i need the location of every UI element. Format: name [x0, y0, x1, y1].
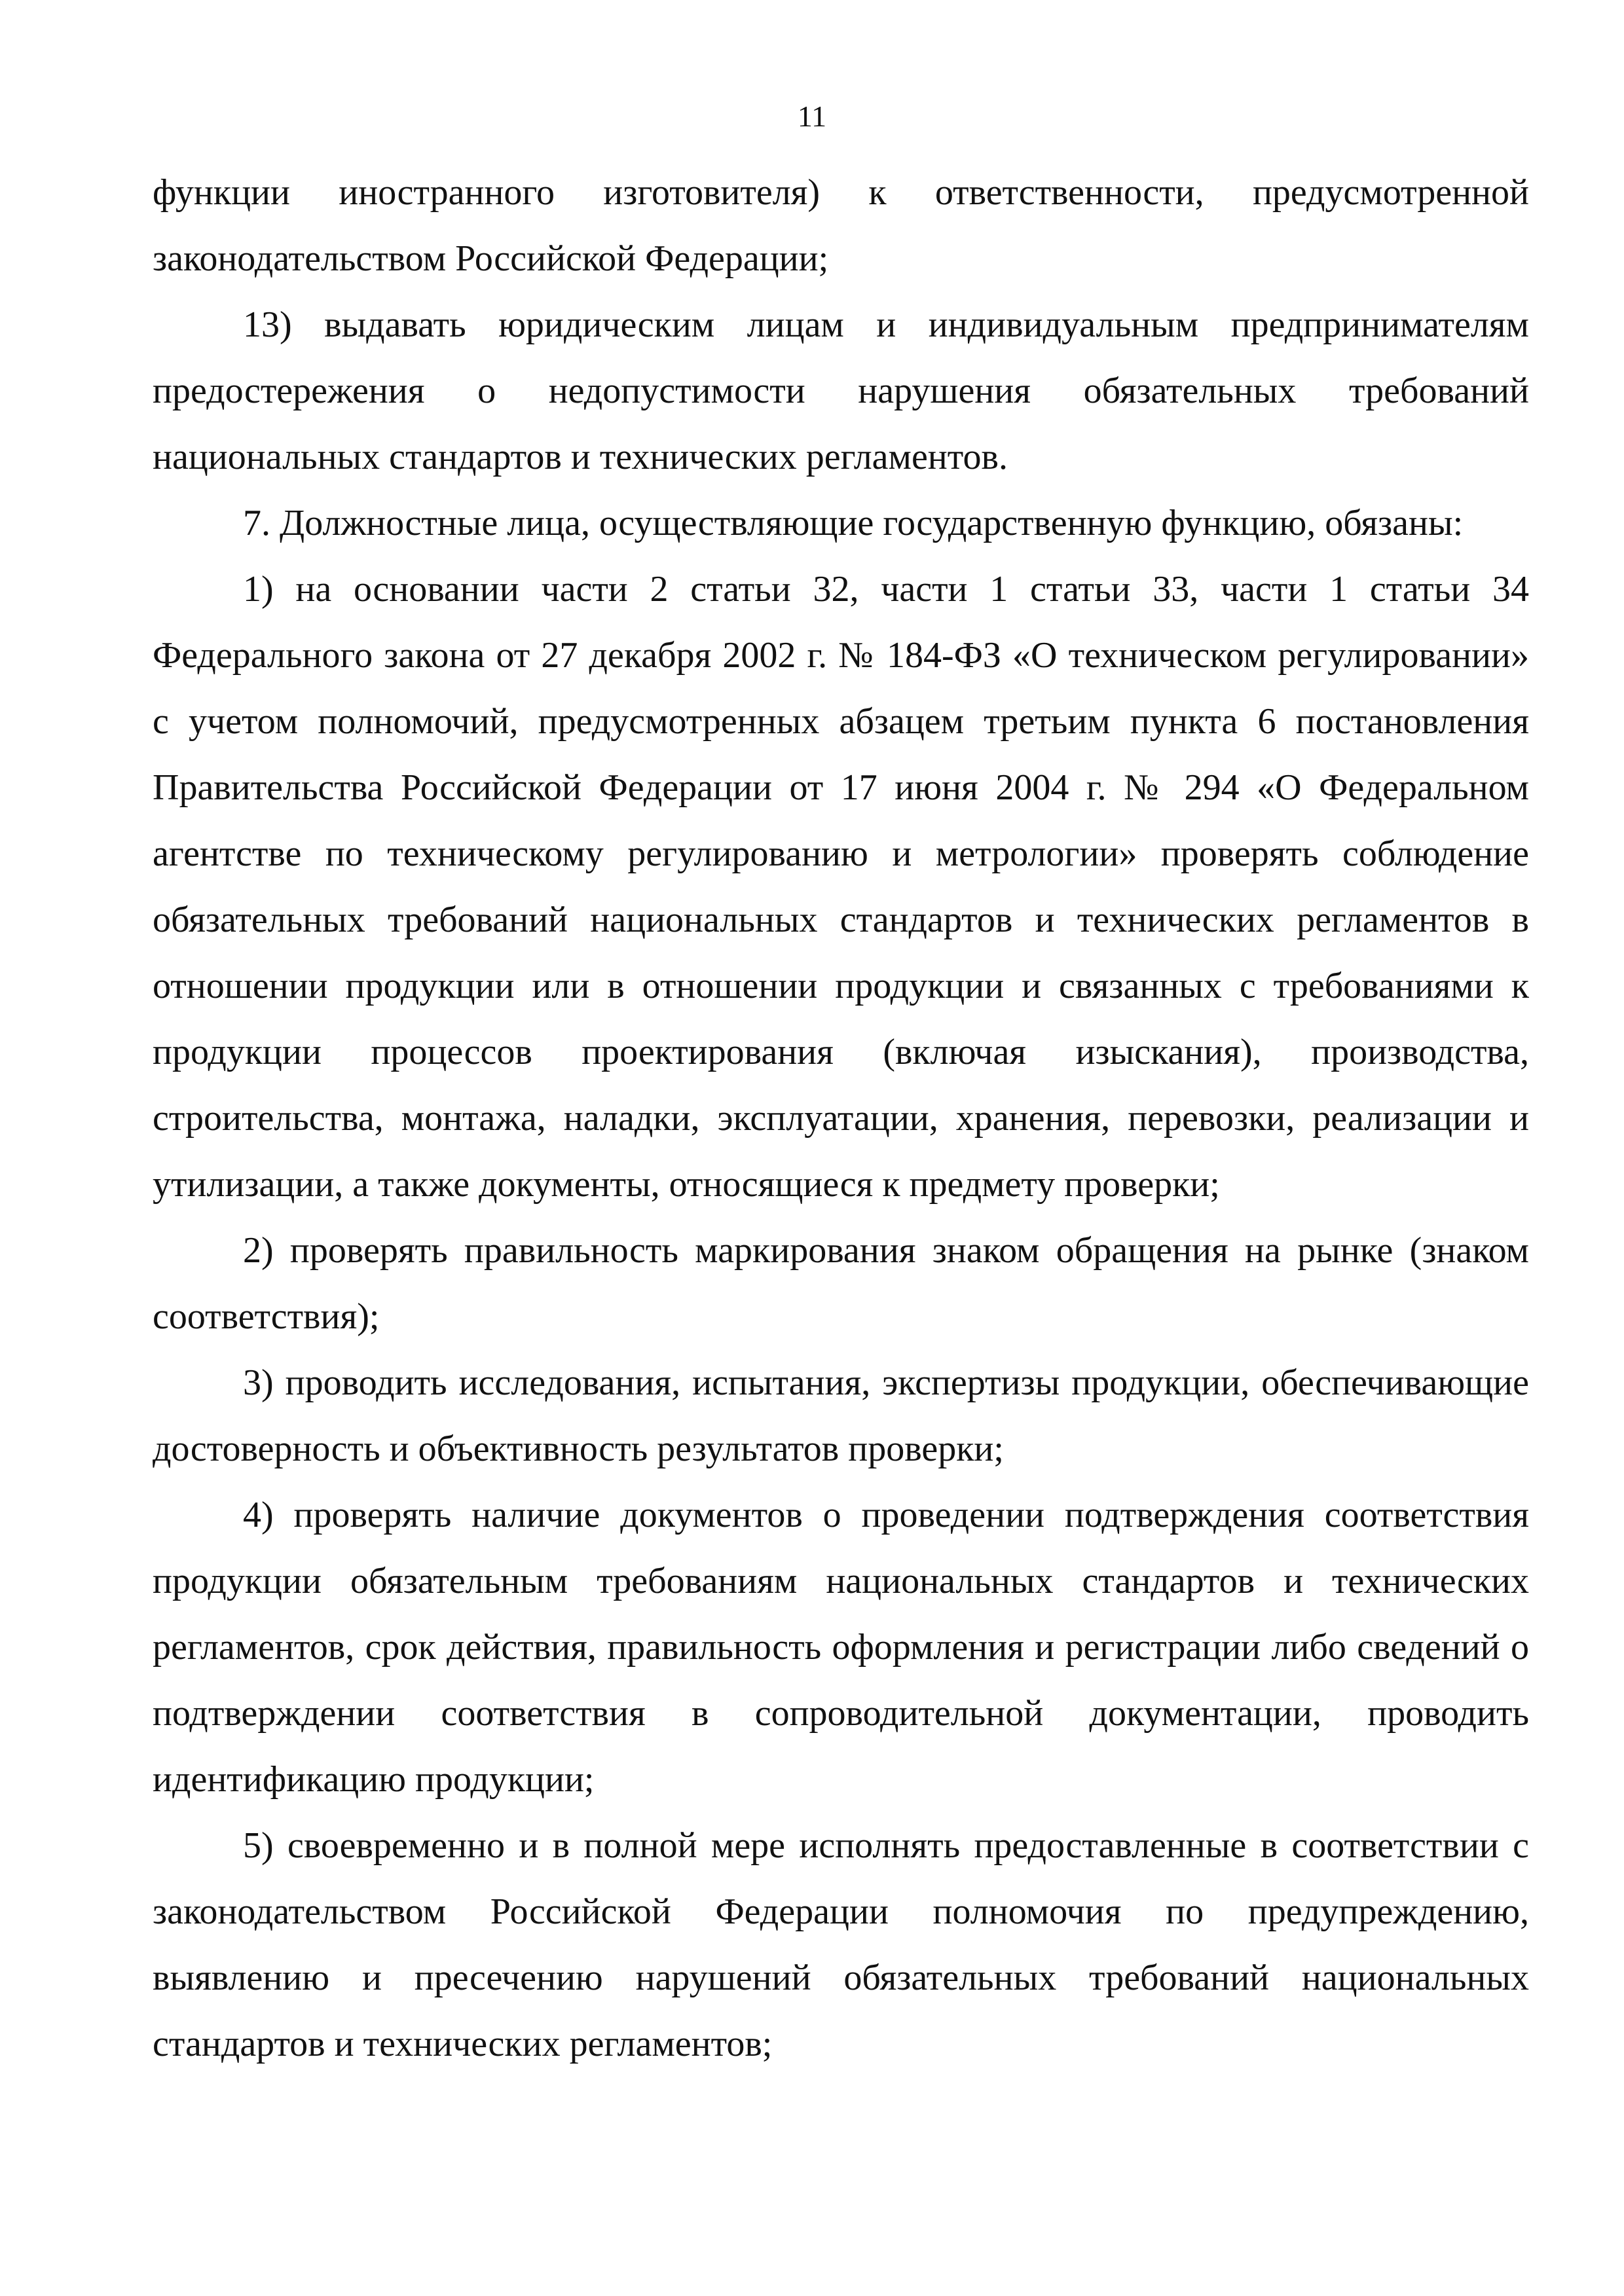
document-body: [153, 160, 1529, 2077]
paragraph-item-4: 4) проверять наличие документов о проведении подтверждения соответствия продукции обязательным требованиям национальных стандартов и технических регламентов, срок действия, правильность оформления и регистрации либо сведений о подтверждении соответствия в сопроводительной документации, проводить идентификацию продукции;: [153, 1495, 1529, 1800]
page-number: 11: [797, 100, 827, 133]
paragraph-item-2: 2) проверять правильность маркирования знаком обращения на рынке (знаком соответствия);: [153, 1230, 1529, 1337]
paragraph-section-7: 7. Должностные лица, осуществляющие государственную функцию, обязаны:: [243, 503, 1464, 543]
paragraph-continuation: функции иностранного изготовителя) к ответственности, предусмотренной законодательством Российской Федерации;: [153, 172, 1529, 279]
paragraph-item-5: 5) своевременно и в полной мере исполнять предоставленные в соответствии с законодательством Российской Федерации полномочия по предупреждению, выявлению и пресечению нарушений обязательных требований национальных стандартов и технических регламентов;: [153, 1825, 1529, 2064]
paragraph-item-1: 1) на основании части 2 статьи 32, части 1 статьи 33, части 1 статьи 34 Федерального закона от 27 декабря 2002 г. № 184-ФЗ «О техническом регулировании» с учетом полномочий, предусмотренных абзацем третьим пункта 6 постановления Правительства Российской Федерации от 17 июня 2004 г. № 294 «О Федеральном агентстве по техническому регулированию и метрологии» проверять соблюдение обязательных требований национальных стандартов и технических регламентов в отношении продукции или в отношении продукции и связанных с требованиями к продукции процессов проектирования (включая изыскания), производства, строительства, монтажа, наладки, эксплуатации, хранения, перевозки, реализации и утилизации, а также документы, относящиеся к предмету проверки;: [153, 569, 1529, 1205]
paragraph-item-3: 3) проводить исследования, испытания, экспертизы продукции, обеспечивающие достоверность и объективность результатов проверки;: [153, 1362, 1529, 1469]
paragraph-item-13: 13) выдавать юридическим лицам и индивидуальным предпринимателям предостережения о недопустимости нарушения обязательных требований национальных стандартов и технических регламентов.: [153, 304, 1529, 477]
